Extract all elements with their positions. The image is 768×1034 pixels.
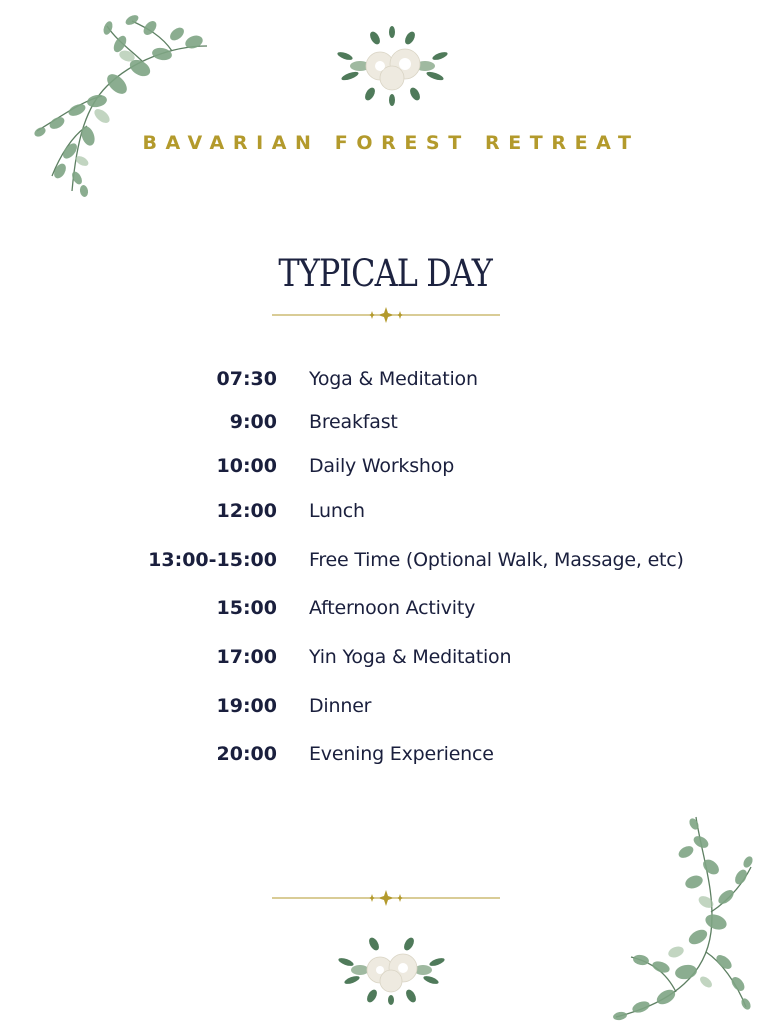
- schedule-activity: Dinner: [309, 695, 372, 717]
- schedule-time: 19:00: [216, 695, 277, 717]
- schedule-time: 20:00: [216, 743, 277, 765]
- schedule-time: 10:00: [216, 455, 277, 477]
- retreat-name: BAVARIAN FOREST RETREAT: [142, 132, 640, 154]
- page-title: TYPICAL DAY: [278, 252, 492, 295]
- schedule-activity: Yin Yoga & Meditation: [309, 646, 512, 668]
- schedule-time: 9:00: [229, 411, 277, 433]
- schedule-time: 17:00: [216, 646, 277, 668]
- schedule-activity: Yoga & Meditation: [309, 368, 478, 390]
- eucalyptus-sprig-top-left-icon: [22, 6, 217, 201]
- schedule-activity: Afternoon Activity: [309, 597, 476, 619]
- schedule-activity: Free Time (Optional Walk, Massage, etc): [309, 549, 684, 571]
- schedule-activity: Breakfast: [309, 411, 398, 433]
- floral-bouquet-bottom-icon: [334, 934, 449, 1006]
- ornament-divider-top: [272, 305, 500, 325]
- ornament-divider-bottom: [272, 888, 500, 908]
- schedule-activity: Evening Experience: [309, 743, 494, 765]
- schedule-activity: Lunch: [309, 500, 365, 522]
- schedule-row: [0, 743, 768, 783]
- schedule-row: [0, 695, 768, 735]
- schedule-row: [0, 597, 768, 637]
- schedule-time: 07:30: [216, 368, 277, 390]
- schedule-row: [0, 368, 768, 408]
- schedule-row: [0, 549, 768, 589]
- schedule-row: [0, 646, 768, 686]
- floral-bouquet-top-icon: [330, 26, 455, 106]
- schedule-row: [0, 411, 768, 451]
- schedule-activity: Daily Workshop: [309, 455, 455, 477]
- schedule-time: 12:00: [216, 500, 277, 522]
- schedule-row: [0, 500, 768, 540]
- schedule-time: 15:00: [216, 597, 277, 619]
- eucalyptus-sprig-bottom-right-icon: [606, 812, 756, 1030]
- schedule-time: 13:00-15:00: [148, 549, 277, 571]
- schedule-row: [0, 455, 768, 495]
